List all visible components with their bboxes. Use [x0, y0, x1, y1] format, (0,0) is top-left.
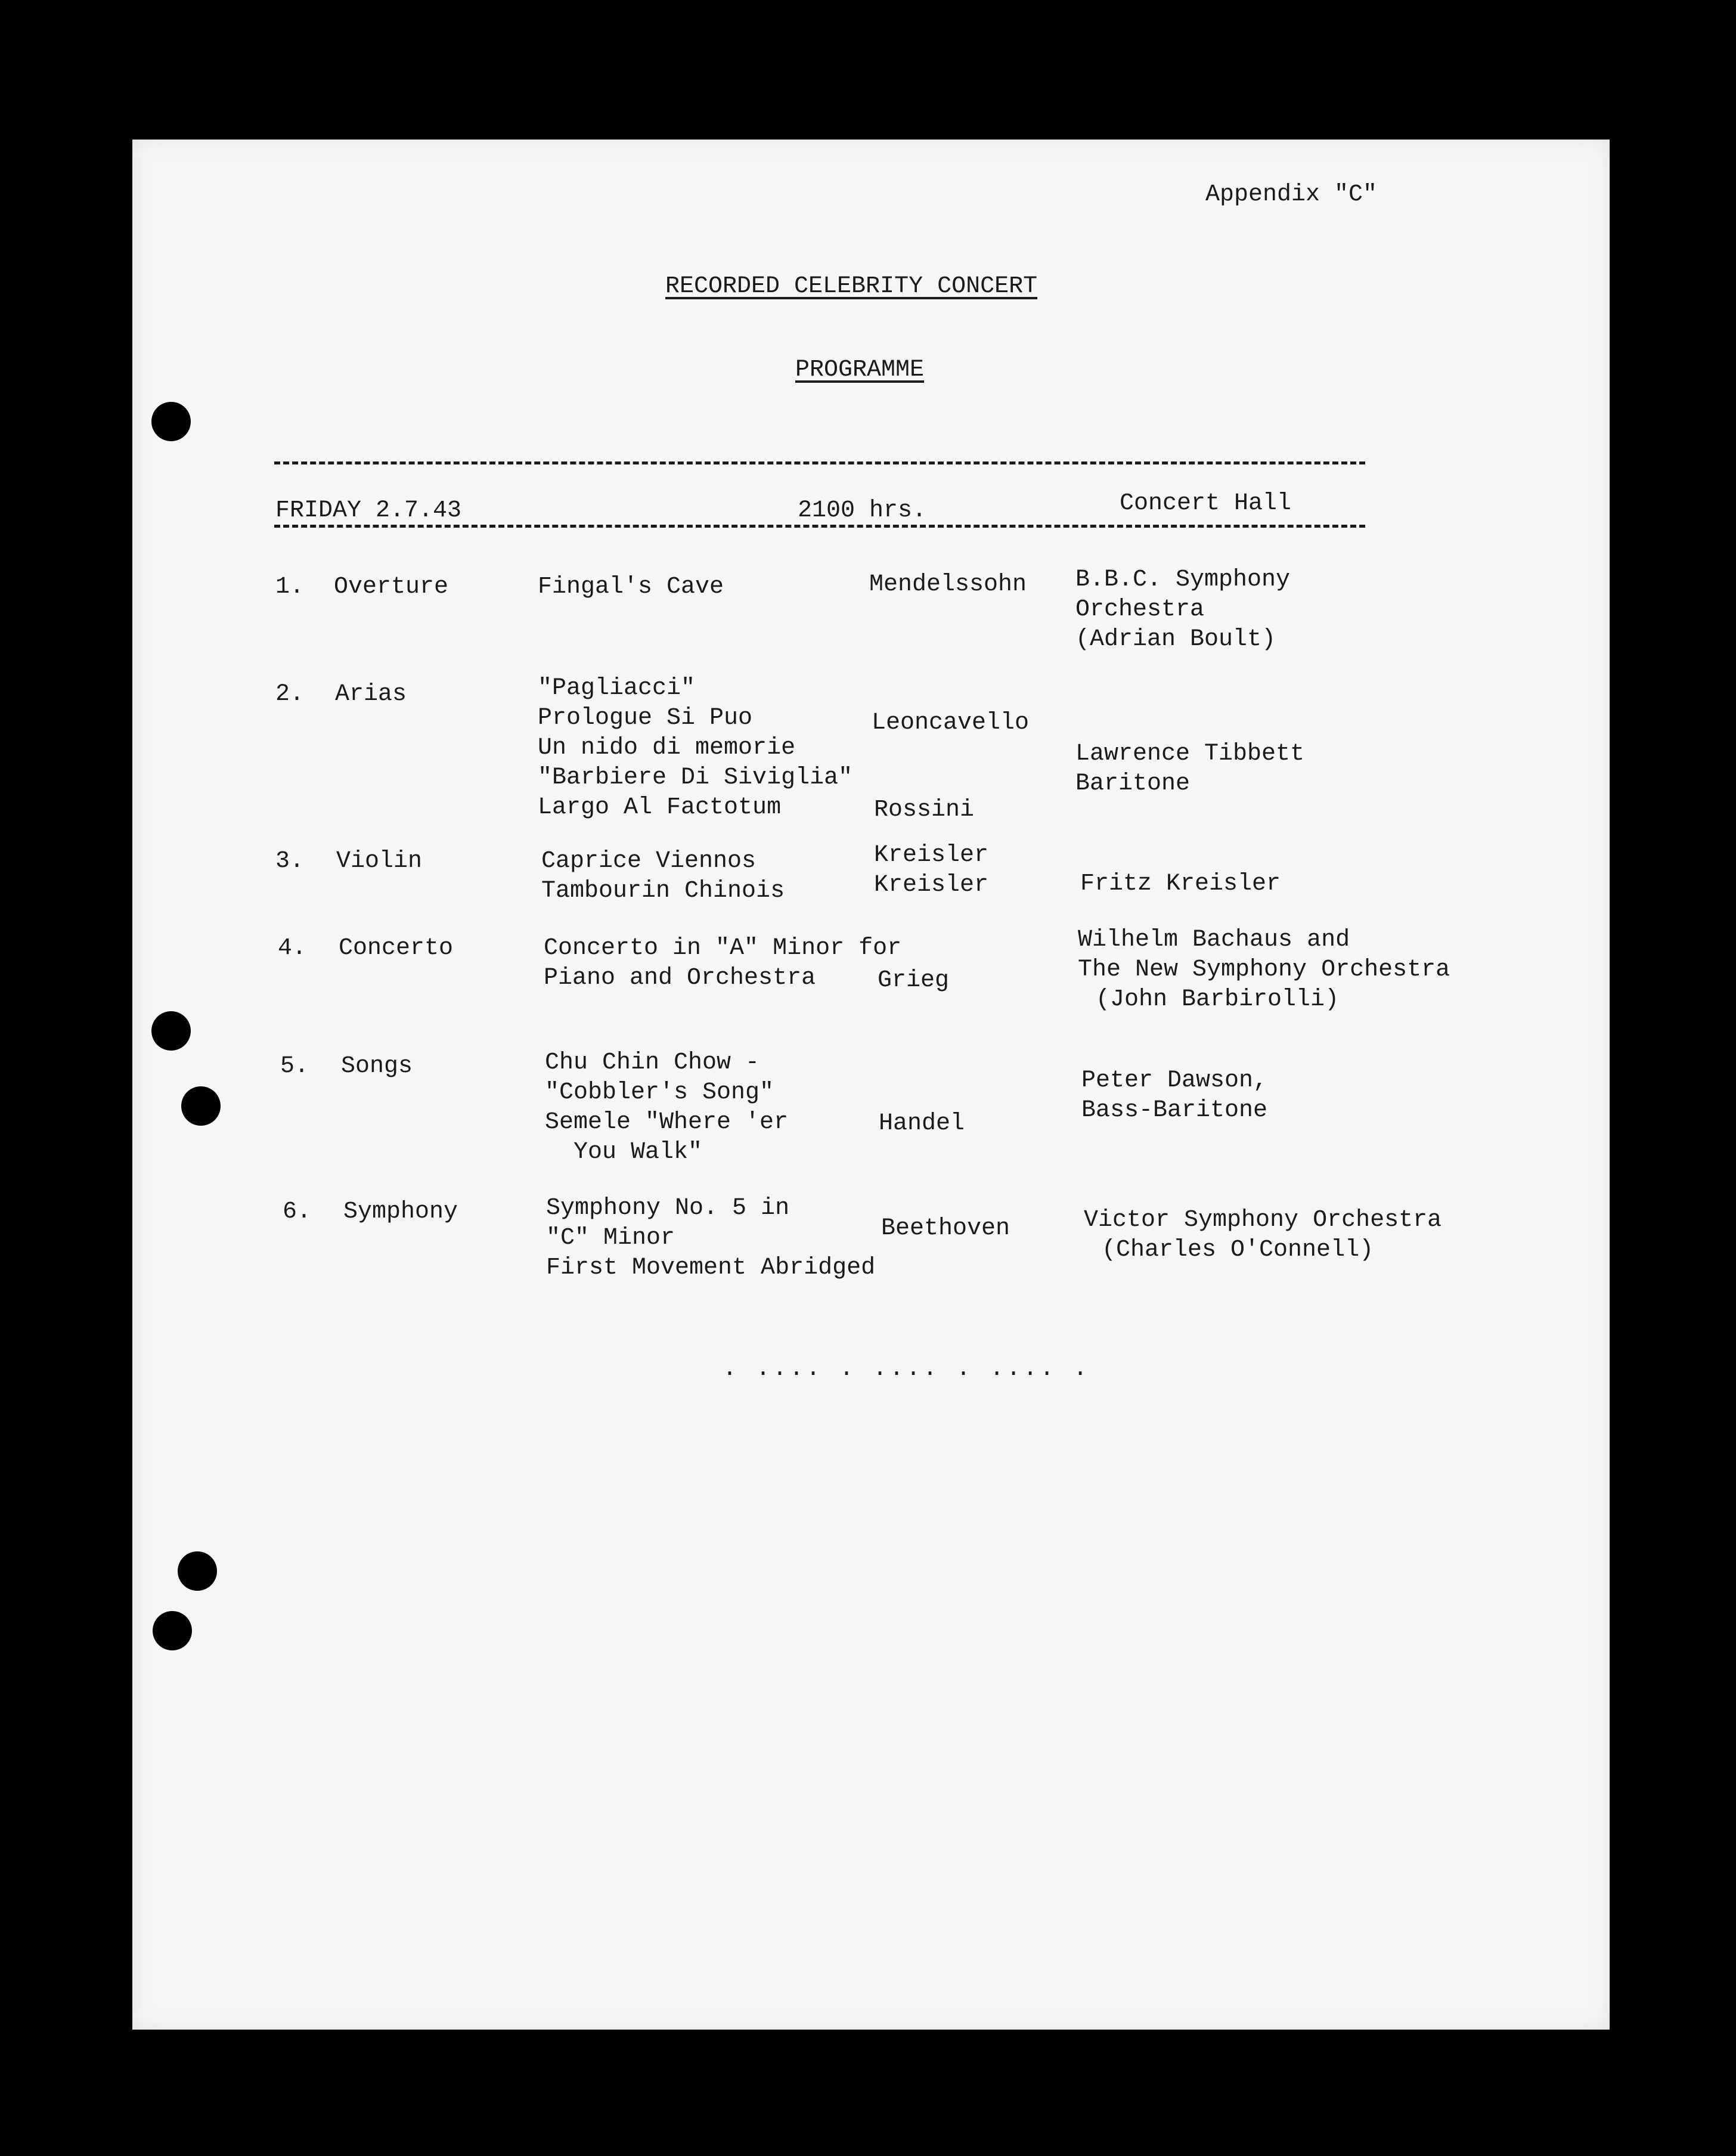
- work-title: Semele "Where 'er: [545, 1109, 789, 1136]
- work-title: "Barbiere Di Siviglia": [538, 764, 853, 791]
- performer: (Adrian Boult): [1075, 626, 1276, 653]
- performer: Wilhelm Bachaus and: [1078, 927, 1350, 953]
- item-type: Symphony: [343, 1198, 458, 1225]
- punch-hole: [151, 402, 191, 441]
- item-number: 6.: [283, 1198, 312, 1225]
- work-title: "Pagliacci": [538, 675, 696, 702]
- header-rule-top: [274, 461, 1365, 464]
- performer: Orchestra: [1075, 596, 1205, 623]
- composer: Rossini: [874, 797, 975, 823]
- item-number: 2.: [275, 681, 305, 708]
- performer: Peter Dawson,: [1081, 1067, 1268, 1094]
- performer: B.B.C. Symphony: [1075, 566, 1291, 593]
- header-day-date: FRIDAY 2.7.43: [275, 497, 462, 524]
- document-page: [132, 140, 1610, 2030]
- composer: Mendelssohn: [869, 571, 1027, 598]
- work-title: Fingal's Cave: [538, 574, 724, 600]
- performer: Fritz Kreisler: [1080, 871, 1281, 897]
- punch-hole: [151, 1011, 191, 1051]
- header-venue: Concert Hall: [1120, 490, 1292, 517]
- item-number: 4.: [278, 935, 307, 962]
- composer: Beethoven: [881, 1215, 1010, 1242]
- composer: Grieg: [878, 967, 950, 994]
- item-type: Arias: [335, 681, 407, 708]
- appendix-label: Appendix "C": [1205, 181, 1378, 208]
- item-type: Songs: [341, 1053, 413, 1080]
- work-title: Largo Al Factotum: [538, 794, 782, 821]
- performer: Baritone: [1075, 770, 1191, 797]
- composer: Handel: [879, 1110, 965, 1137]
- header-time: 2100 hrs.: [798, 497, 927, 524]
- work-title: First Movement Abridged: [546, 1254, 876, 1281]
- work-title: Prologue Si Puo: [538, 705, 753, 732]
- work-title: "C" Minor: [546, 1225, 675, 1252]
- performer: Lawrence Tibbett: [1075, 741, 1305, 767]
- work-title: Chu Chin Chow -: [545, 1049, 760, 1076]
- performer: Bass-Baritone: [1081, 1097, 1268, 1124]
- composer: Kreisler: [874, 842, 989, 869]
- item-number: 1.: [275, 574, 305, 600]
- work-title: Symphony No. 5 in: [546, 1195, 790, 1222]
- item-type: Overture: [334, 574, 449, 600]
- composer: Leoncavello: [872, 710, 1030, 736]
- work-title: "Cobbler's Song": [545, 1079, 774, 1106]
- item-type: Concerto: [339, 935, 454, 962]
- header-rule-bottom: [274, 525, 1365, 528]
- work-title: Un nido di memorie: [538, 735, 796, 761]
- punch-hole: [153, 1611, 192, 1650]
- composer: Kreisler: [874, 872, 989, 899]
- document-title: RECORDED CELEBRITY CONCERT: [665, 273, 1038, 300]
- work-title: Caprice Viennos: [541, 848, 757, 875]
- footer-dots: . .... . .... . .... .: [723, 1356, 1090, 1383]
- performer: The New Symphony Orchestra: [1078, 956, 1450, 983]
- item-number: 5.: [280, 1053, 309, 1080]
- item-type: Violin: [336, 848, 423, 875]
- punch-hole: [178, 1551, 217, 1591]
- performer: Victor Symphony Orchestra: [1084, 1207, 1442, 1234]
- work-title: You Walk": [574, 1139, 703, 1166]
- punch-hole: [181, 1086, 221, 1126]
- item-number: 3.: [275, 848, 305, 875]
- document-subtitle: PROGRAMME: [795, 357, 925, 383]
- work-title: Piano and Orchestra: [544, 965, 816, 992]
- work-title: Concerto in "A" Minor for: [544, 935, 902, 962]
- performer: (Charles O'Connell): [1102, 1237, 1374, 1263]
- performer: (John Barbirolli): [1096, 986, 1340, 1013]
- work-title: Tambourin Chinois: [541, 878, 785, 904]
